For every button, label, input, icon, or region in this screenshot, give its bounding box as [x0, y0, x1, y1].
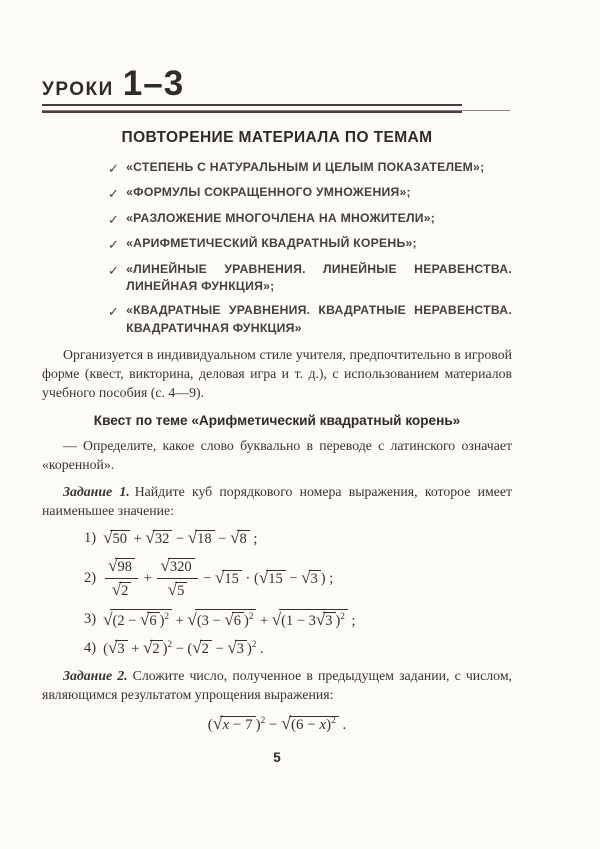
math-expression: $\frac{√98}{√2}$ + $\frac{√320}{√5}$ − √15 · (√15 − √3 ) ; [103, 557, 333, 600]
lessons-word: УРОКИ [42, 79, 114, 100]
page-number: 5 [273, 750, 281, 765]
topic-item [108, 210, 512, 228]
topic-item [108, 302, 512, 337]
checkmark-icon: ✓ [108, 211, 120, 227]
header-rule [42, 104, 512, 113]
checkmark-icon: ✓ [108, 304, 120, 320]
topic-label: «ЛИНЕЙНЫЕ УРАВНЕНИЯ. ЛИНЕЙНЫЕ НЕРАВЕНСТВА. ЛИНЕЙНАЯ ФУНКЦИЯ»; [126, 261, 512, 294]
expression-list [84, 529, 512, 658]
expression-row [84, 529, 512, 548]
checkmark-icon: ✓ [108, 237, 120, 253]
task1-text: Найдите куб порядкового номера выражения, которое имеет наименьшее значение: [42, 484, 512, 519]
expression-row [84, 557, 512, 600]
topic-item [108, 261, 512, 296]
topics-checklist [108, 159, 512, 337]
task1-paragraph [42, 482, 512, 520]
expression-row [84, 609, 512, 630]
lessons-number: 1–3 [122, 64, 185, 103]
task2-label: Задание 2. [63, 668, 128, 684]
task2-formula-wrap [42, 715, 512, 734]
topic-item [108, 159, 512, 177]
checkmark-icon: ✓ [108, 161, 120, 176]
expression-number: 3) [84, 611, 97, 628]
quest-heading: Квест по теме «Арифметический квадратный корень» [93, 413, 461, 429]
expression-number: 1) [84, 530, 97, 547]
topic-label: «АРИФМЕТИЧЕСКИЙ КВАДРАТНЫЙ КОРЕНЬ»; [126, 236, 417, 251]
checkmark-icon: ✓ [108, 262, 120, 278]
topic-label: «СТЕПЕНЬ С НАТУРАЛЬНЫМ И ЦЕЛЫМ ПОКАЗАТЕЛЕМ»; [126, 160, 485, 174]
topic-item [108, 235, 512, 253]
topic-item [108, 184, 512, 202]
topic-label: «РАЗЛОЖЕНИЕ МНОГОЧЛЕНА НА МНОЖИТЕЛИ»; [126, 210, 436, 225]
math-expression: (√x − 7 )$^2 - √(6 - x)^2$ . [207, 713, 347, 734]
lesson-header [42, 66, 512, 101]
rule-double-line [42, 104, 462, 113]
task1-label: Задание 1. [63, 484, 130, 500]
page-title: ПОВТОРЕНИЕ МАТЕРИАЛА ПО ТЕМАМ [121, 129, 433, 146]
checkmark-icon: ✓ [108, 186, 120, 202]
expression-row [84, 639, 512, 658]
math-expression: (√3 + √2 )$^2$ − (√2 − √3 )$^2$ . [103, 638, 264, 658]
topic-label: «ФОРМУЛЫ СОКРАЩЕННОГО УМНОЖЕНИЯ»; [126, 185, 411, 200]
topic-label: «КВАДРАТНЫЕ УРАВНЕНИЯ. КВАДРАТНЫЕ НЕРАВЕНСТВА. КВАДРАТИЧНАЯ ФУНКЦИЯ» [126, 303, 512, 335]
expression-number: 2) [84, 570, 97, 587]
task2-text: Сложите число, полученное в предыдущем задании, с числом, являющимся результатом упрощения выражения: [42, 668, 512, 703]
task2-paragraph [42, 666, 512, 704]
expression-number: 4) [84, 640, 97, 657]
intro-paragraph: Организуется в индивидуальном стиле учителя, предпочтительно в игровой форме (квест, викторина, деловая игра и т. д.), с использованием материалов учебного пособия (с. 4—9). [42, 347, 512, 401]
rule-thin-line [42, 110, 510, 111]
quest-question: — Определите, какое слово буквально в переводе с латинского означает «коренной». [42, 438, 512, 473]
math-expression: √(2 − √6 )$^2$ + √(3 − √6 )$^2$ + √(1 − 3√3 )$^2$ ; [103, 610, 356, 630]
math-expression: √50 + √32 − √18 − √8 ; [103, 528, 258, 548]
